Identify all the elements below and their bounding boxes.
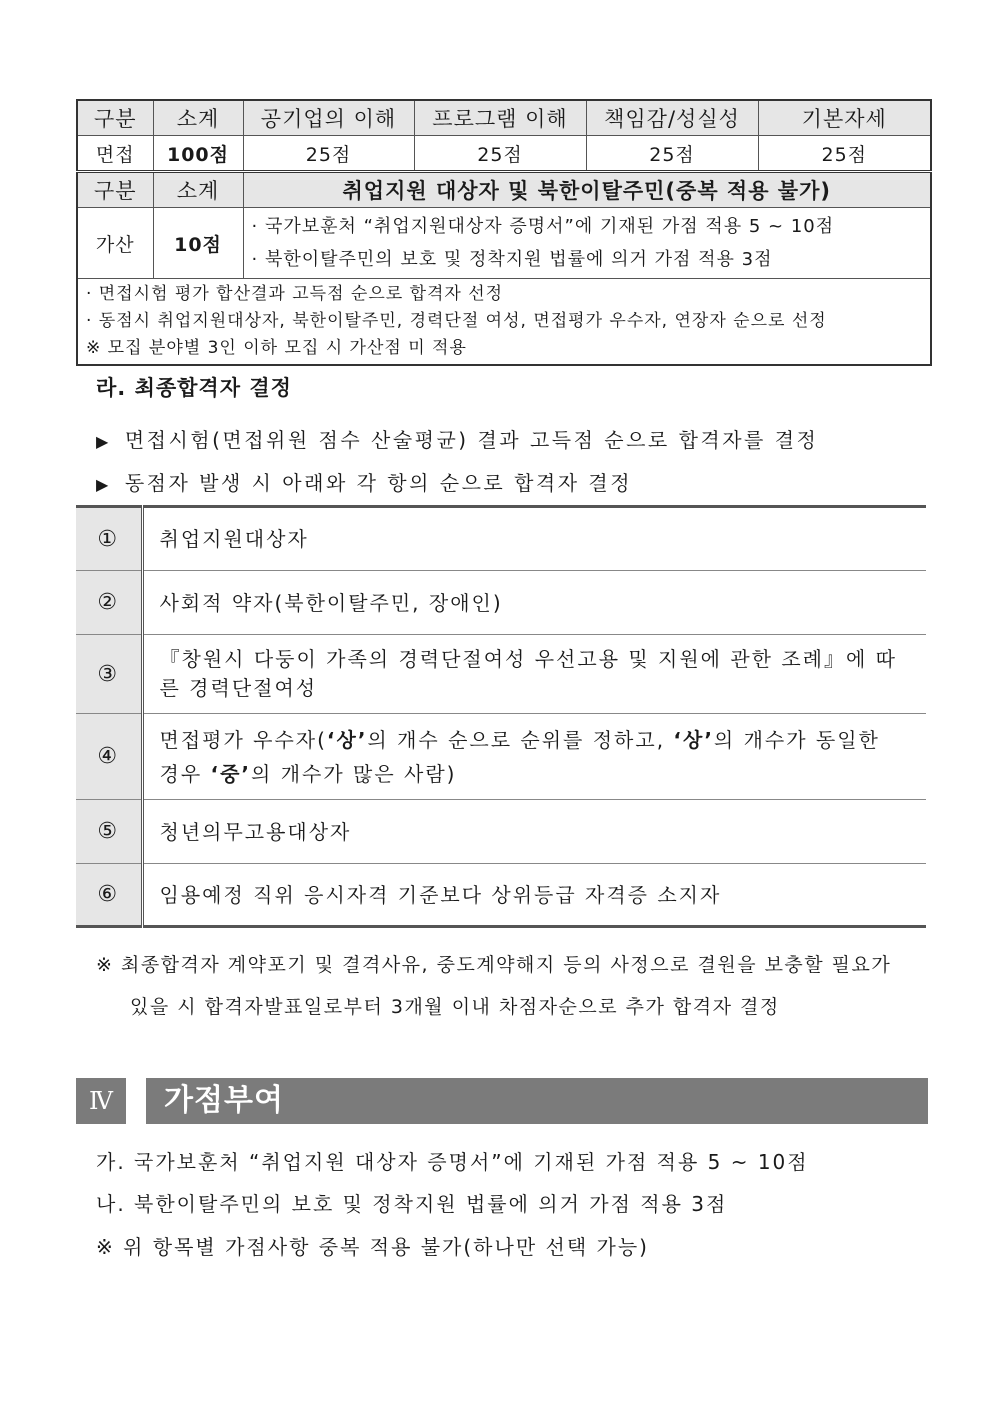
bullet-item bbox=[96, 467, 632, 496]
bonus-line: · 국가보훈처 “취업지원대상자 증명서”에 기재된 가점 적용 5 ~ 10점 bbox=[251, 216, 835, 237]
header-cell: 구분 bbox=[77, 100, 153, 136]
bonus-line: · 북한이탈주민의 보호 및 정착지원 법률에 의거 가점 적용 3점 bbox=[251, 249, 773, 270]
rank-number: ⑥ bbox=[76, 864, 142, 927]
score-table bbox=[76, 99, 932, 366]
triangle-bullet-icon: ▶ bbox=[96, 475, 111, 494]
header-cell: 소계 bbox=[153, 100, 243, 136]
row-label: 면접 bbox=[77, 136, 153, 172]
rank-row bbox=[76, 864, 926, 927]
section-number: Ⅳ bbox=[76, 1078, 126, 1124]
rank-row bbox=[76, 635, 926, 714]
text-run: 의 개수가 동일한 경우 bbox=[159, 727, 880, 786]
emphasis: ‘중’ bbox=[210, 761, 252, 786]
rank-row bbox=[76, 507, 926, 571]
bonus-item: 나. 북한이탈주민의 보호 및 정착지원 법률에 의거 가점 적용 3점 bbox=[96, 1192, 728, 1216]
bonus-header-row bbox=[77, 172, 931, 208]
rank-number: ⑤ bbox=[76, 800, 142, 864]
score-cell: 25점 bbox=[243, 136, 414, 172]
bullet-text: 면접시험(면접위원 점수 산술평균) 결과 고득점 순으로 합격자를 결정 bbox=[124, 428, 819, 452]
header-cell: 프로그램 이해 bbox=[414, 100, 586, 136]
row-label: 가산 bbox=[77, 208, 153, 279]
rank-text: 임용예정 직위 응시자격 기준보다 상위등급 자격증 소지자 bbox=[159, 882, 722, 907]
text-run: 면접평가 우수자( bbox=[159, 727, 327, 752]
bullet-item bbox=[96, 424, 818, 453]
note-line: ※ 모집 분야별 3인 이하 모집 시 가산점 미 적용 bbox=[86, 338, 467, 358]
rank-text: 청년의무고용대상자 bbox=[142, 800, 926, 864]
note-line: · 면접시험 평가 합산결과 고득점 순으로 합격자 선정 bbox=[86, 284, 504, 304]
emphasis: ‘상’ bbox=[326, 727, 368, 752]
row-total: 10점 bbox=[153, 208, 243, 279]
bonus-item: 가. 국가보훈처 “취업지원 대상자 증명서”에 기재된 가점 적용 5 ~ 10점 bbox=[96, 1150, 809, 1174]
header-cell: 공기업의 이해 bbox=[243, 100, 414, 136]
rank-text bbox=[142, 714, 926, 800]
score-notes bbox=[77, 279, 931, 366]
note-line: ※ 최종합격자 계약포기 및 결격사유, 중도계약해지 등의 사정으로 결원을 보충할 필요가 bbox=[96, 954, 892, 976]
rank-row bbox=[76, 800, 926, 864]
note-line: 있을 시 합격자발표일로부터 3개월 이내 차점자순으로 추가 합격자 결정 bbox=[130, 996, 780, 1018]
emphasis: ‘상’ bbox=[673, 727, 714, 752]
score-header-row bbox=[77, 100, 931, 136]
text-run: 의 개수가 많은 사람) bbox=[251, 761, 457, 786]
rank-text: 『창원시 다둥이 가족의 경력단절여성 우선고용 및 지원에 관한 조례』에 따른 경력단절여성 bbox=[142, 635, 926, 714]
section-title: 라. 최종합격자 결정 bbox=[96, 376, 292, 400]
row-total: 100점 bbox=[153, 136, 243, 172]
text-run: 의 개수 순으로 순위를 정하고, bbox=[367, 727, 674, 752]
rank-text: 사회적 약자(북한이탈주민, 장애인) bbox=[142, 571, 926, 635]
notes-row bbox=[77, 279, 931, 366]
rank-number: ② bbox=[76, 571, 142, 635]
interview-row bbox=[77, 136, 931, 172]
score-cell: 25점 bbox=[414, 136, 586, 172]
header-cell: 취업지원 대상자 및 북한이탈주민(중복 적용 불가) bbox=[243, 172, 931, 208]
rank-number: ④ bbox=[76, 714, 142, 800]
header-cell: 소계 bbox=[153, 172, 243, 208]
rank-row bbox=[76, 571, 926, 635]
rank-number: ③ bbox=[76, 635, 142, 714]
header-cell: 구분 bbox=[77, 172, 153, 208]
header-cell: 책임감/성실성 bbox=[586, 100, 758, 136]
rank-number: ① bbox=[76, 507, 142, 571]
rank-row bbox=[76, 714, 926, 800]
note-line: · 동점시 취업지원대상자, 북한이탈주민, 경력단절 여성, 면접평가 우수자, 연장자 순으로 선정 bbox=[86, 311, 827, 331]
rank-text: 취업지원대상자 bbox=[142, 507, 926, 571]
bonus-note: ※ 위 항목별 가점사항 중복 적용 불가(하나만 선택 가능) bbox=[96, 1235, 649, 1259]
header-cell: 기본자세 bbox=[758, 100, 931, 136]
tiebreak-table bbox=[76, 505, 926, 928]
bonus-description bbox=[243, 208, 931, 279]
triangle-bullet-icon: ▶ bbox=[96, 432, 111, 451]
score-cell: 25점 bbox=[586, 136, 758, 172]
bonus-row bbox=[77, 208, 931, 279]
bullet-text: 동점자 발생 시 아래와 각 항의 순으로 합격자 결정 bbox=[124, 471, 633, 495]
section-heading: 가점부여 bbox=[146, 1078, 928, 1124]
score-cell: 25점 bbox=[758, 136, 931, 172]
final-note bbox=[96, 944, 926, 1028]
